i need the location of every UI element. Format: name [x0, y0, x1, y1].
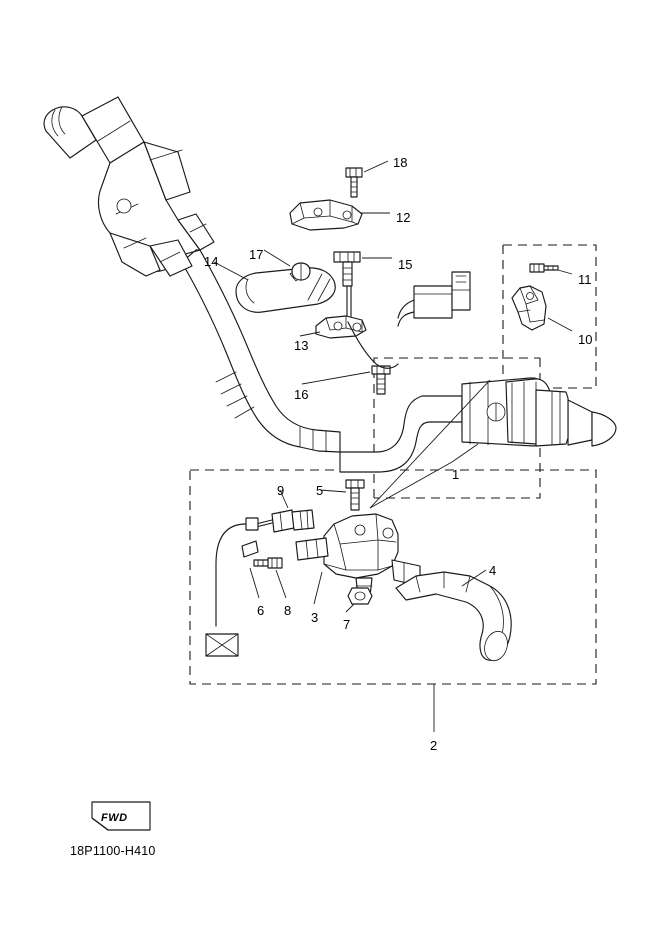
part-8-bolt — [242, 541, 282, 568]
callout-number: 10 — [578, 332, 593, 347]
part-17-grommet — [292, 263, 310, 280]
callout-number: 11 — [578, 272, 592, 287]
part-12-bracket — [290, 200, 362, 230]
part-7-nut — [348, 588, 372, 604]
part-16-bolt — [372, 366, 390, 394]
part-10-holder — [512, 286, 546, 330]
callout-number: 8 — [284, 603, 292, 618]
part-14-lever — [236, 268, 335, 312]
part-9-brake-switch — [206, 510, 314, 656]
part-1-throttle-housing — [462, 378, 568, 446]
callout-number: 12 — [396, 210, 411, 225]
part-3-master-cylinder — [296, 514, 420, 596]
callout-number: 1 — [452, 467, 460, 482]
callout-number: 7 — [343, 617, 351, 632]
part-4-brake-lever — [396, 572, 511, 664]
callout-number: 15 — [398, 257, 413, 272]
callout-number: 18 — [393, 155, 408, 170]
part-11-bolt — [530, 264, 558, 272]
fwd-label: FWD — [101, 812, 128, 824]
callout-number: 4 — [489, 563, 497, 578]
callout-number: 5 — [316, 483, 324, 498]
part-5-bolt — [346, 480, 364, 510]
callout-number: 14 — [204, 254, 219, 269]
callout-number: 9 — [277, 483, 285, 498]
wiring-connector — [348, 272, 470, 368]
callout-number: 6 — [257, 603, 265, 618]
part-18-bolt — [346, 168, 362, 197]
callout-number: 17 — [249, 247, 264, 262]
part-15-adjuster — [334, 252, 360, 286]
dashed-group-item2 — [190, 467, 596, 684]
fwd-direction-badge — [92, 802, 150, 836]
callout-number: 3 — [311, 610, 319, 625]
callout-number: 2 — [430, 738, 438, 753]
part-code-label: 18P1100-H410 — [70, 844, 156, 858]
callout-number: 16 — [294, 387, 309, 402]
callout-number: 13 — [294, 338, 309, 353]
part-13-clamp — [316, 316, 366, 338]
